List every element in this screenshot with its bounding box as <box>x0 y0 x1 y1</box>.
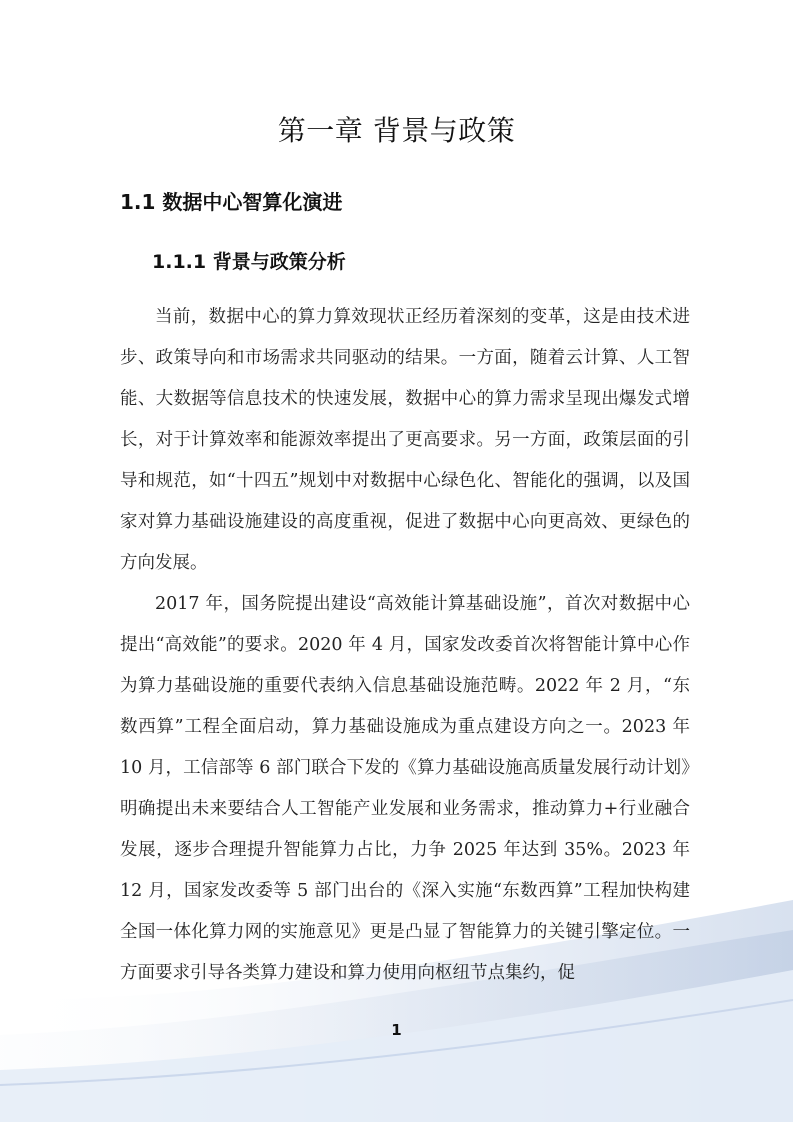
subsection-heading: 1.1.1 背景与政策分析 <box>152 251 346 273</box>
paragraph-2: 2017 年，国务院提出建设“高效能计算基础设施”，首次对数据中心提出“高效能”的要求。2020 年 4 月，国家发改委首次将智能计算中心作为算力基础设施的重要代表纳入信息基础设施范畴。2022 年 2 月，“东数西算”工程全面启动，算力基础设施成为重点建设方向之一。2023 年 10 月，工信部等 6 部门联合下发的《算力基础设施高质量发展行动计划》明确提出未来要结合人工智能产业发展和业务需求，推动算力+行业融合发展，逐步合理提升智能算力占比，力争 2025 年达到 35%。2023 年 12 月，国家发改委等 5 部门出台的《深入实施“东数西算”工程加快构建全国一体化算力网的实施意见》更是凸显了智能算力的关键引擎定位。一方面要求引导各类算力建设和算力使用向枢纽节点集约，促 <box>120 594 690 983</box>
chapter-title: 第一章 背景与政策 <box>277 114 516 147</box>
section-heading: 1.1 数据中心智算化演进 <box>120 190 343 214</box>
body-text <box>120 297 690 994</box>
paragraph-1: 当前，数据中心的算力算效现状正经历着深刻的变革，这是由技术进步、政策导向和市场需求共同驱动的结果。一方面，随着云计算、人工智能、大数据等信息技术的快速发展，数据中心的算力需求呈现出爆发式增长，对于计算效率和能源效率提出了更高要求。另一方面，政策层面的引导和规范，如“十四五”规划中对数据中心绿色化、智能化的强调，以及国家对算力基础设施建设的高度重视，促进了数据中心向更高效、更绿色的方向发展。 <box>120 307 690 573</box>
page-number: 1 <box>391 1021 402 1039</box>
